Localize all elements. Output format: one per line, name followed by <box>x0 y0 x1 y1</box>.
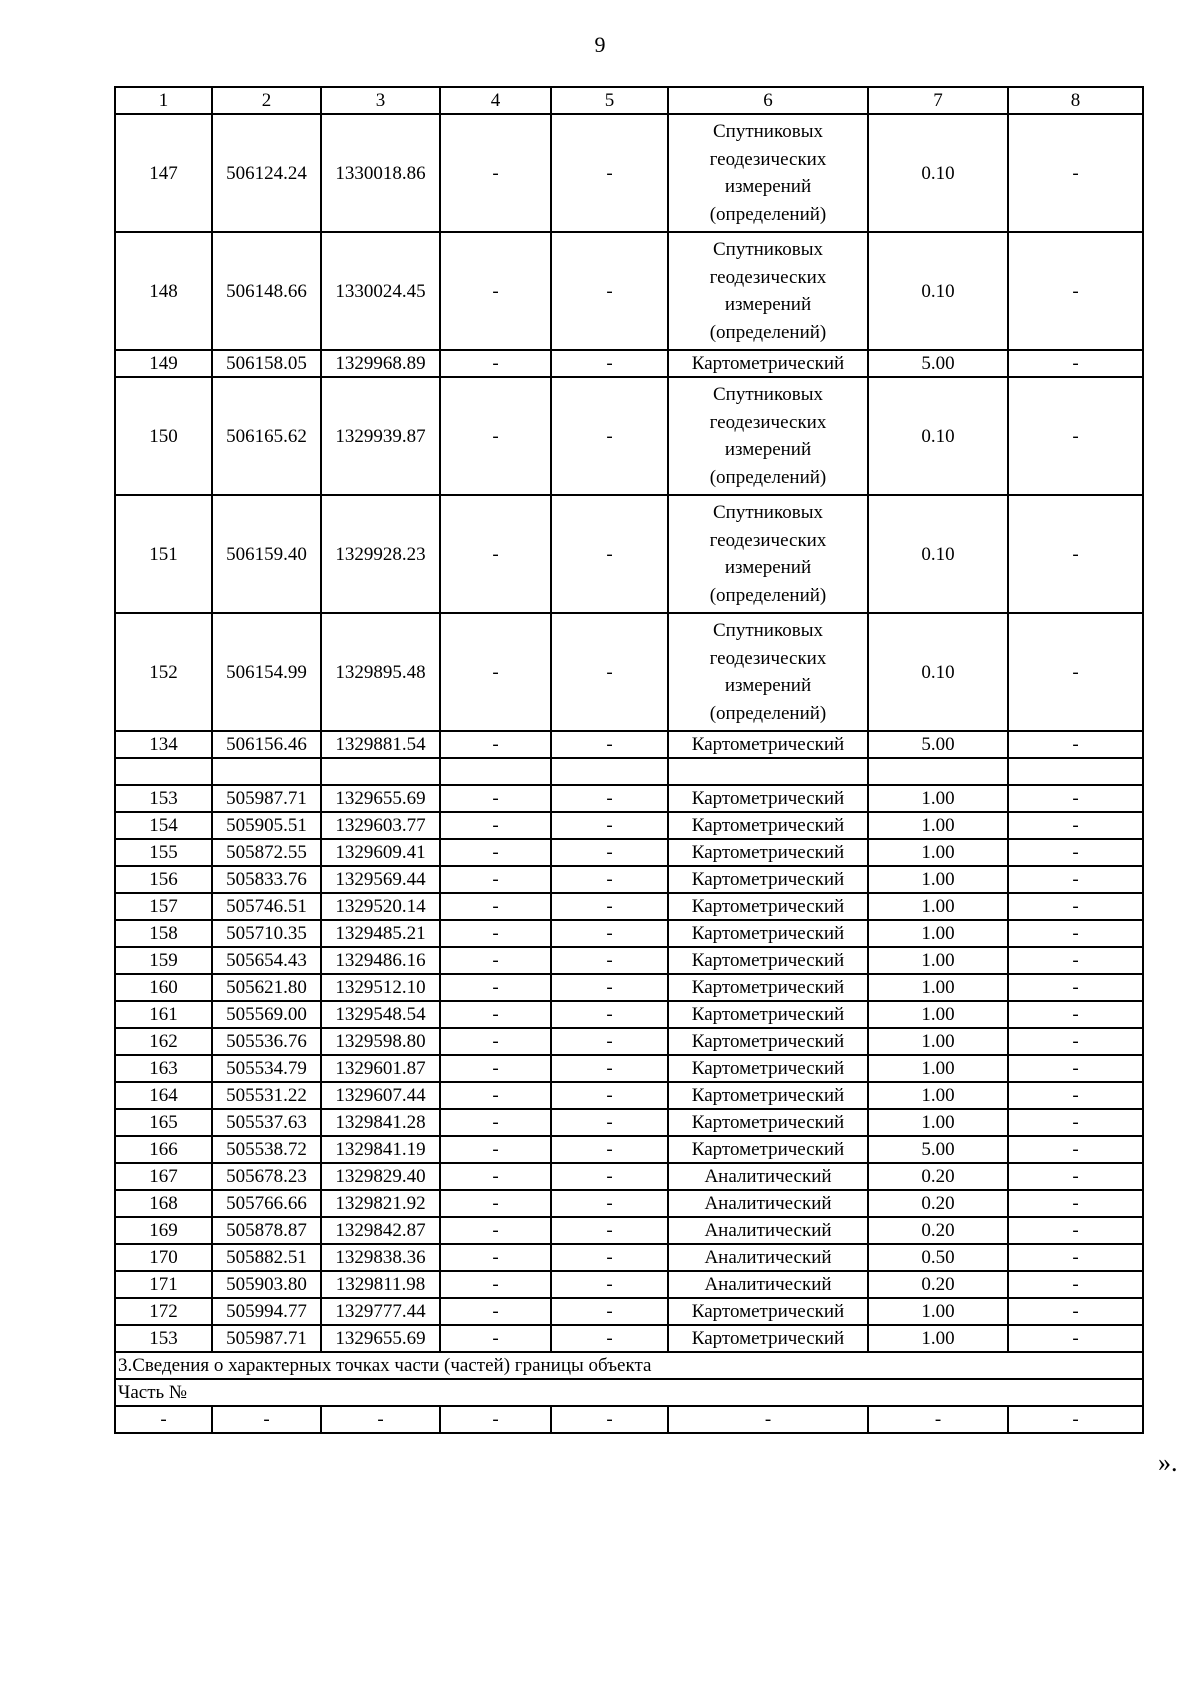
table-row <box>115 1163 1143 1190</box>
table-cell: Картометрический <box>668 920 868 947</box>
table-cell: - <box>1008 1163 1143 1190</box>
table-cell: 1.00 <box>868 1082 1008 1109</box>
table-cell: 1329841.19 <box>321 1136 440 1163</box>
table-cell: 505534.79 <box>212 1055 321 1082</box>
table-cell: 1330024.45 <box>321 232 440 350</box>
table-cell: 505882.51 <box>212 1244 321 1271</box>
table-cell <box>868 758 1008 785</box>
table-cell: 505621.80 <box>212 974 321 1001</box>
table-cell: - <box>551 866 668 893</box>
table-row <box>115 866 1143 893</box>
table-cell: 1329968.89 <box>321 350 440 377</box>
table-cell: 505654.43 <box>212 947 321 974</box>
table-cell: - <box>1008 114 1143 232</box>
table-cell: 1329607.44 <box>321 1082 440 1109</box>
table-cell: 1329838.36 <box>321 1244 440 1271</box>
table-cell: 5.00 <box>868 731 1008 758</box>
table-cell: Спутниковых геодезических измерений (определений) <box>668 232 868 350</box>
column-number-header: 8 <box>1008 87 1143 114</box>
table-cell: - <box>551 731 668 758</box>
column-number-header: 3 <box>321 87 440 114</box>
table-cell: 0.10 <box>868 232 1008 350</box>
table-row-dashes <box>115 1406 1143 1433</box>
table-cell: - <box>551 377 668 495</box>
table-row-empty <box>115 758 1143 785</box>
table-cell: 1.00 <box>868 947 1008 974</box>
table-cell: 153 <box>115 1325 212 1352</box>
table-cell: Картометрический <box>668 350 868 377</box>
part-label: Часть № <box>115 1379 1143 1406</box>
table-cell: 163 <box>115 1055 212 1082</box>
table-cell: - <box>551 1136 668 1163</box>
table-cell: 0.10 <box>868 114 1008 232</box>
table-cell <box>321 758 440 785</box>
table-cell: Спутниковых геодезических измерений (определений) <box>668 114 868 232</box>
table-cell: 171 <box>115 1271 212 1298</box>
table-cell: Аналитический <box>668 1244 868 1271</box>
table-cell: - <box>440 350 551 377</box>
table-cell: 506148.66 <box>212 232 321 350</box>
section-title: 3.Сведения о характерных точках части (частей) границы объекта <box>115 1352 1143 1379</box>
table-cell: 1329777.44 <box>321 1298 440 1325</box>
table-cell: - <box>551 1001 668 1028</box>
table-cell: 505987.71 <box>212 785 321 812</box>
table-cell: - <box>1008 866 1143 893</box>
table-cell: - <box>440 1406 551 1433</box>
column-number-header: 7 <box>868 87 1008 114</box>
table-cell: 1329928.23 <box>321 495 440 613</box>
table-cell: 148 <box>115 232 212 350</box>
table-row <box>115 893 1143 920</box>
table-cell: - <box>1008 613 1143 731</box>
table-cell: 166 <box>115 1136 212 1163</box>
table-cell: 1.00 <box>868 1109 1008 1136</box>
table-cell: 505872.55 <box>212 839 321 866</box>
table-cell: Спутниковых геодезических измерений (определений) <box>668 495 868 613</box>
table-cell: 147 <box>115 114 212 232</box>
table-cell: 505833.76 <box>212 866 321 893</box>
table-cell: - <box>551 1217 668 1244</box>
table-cell: 1329881.54 <box>321 731 440 758</box>
table-cell: 0.10 <box>868 377 1008 495</box>
table-cell: 505531.22 <box>212 1082 321 1109</box>
table-cell: - <box>440 613 551 731</box>
table-cell: - <box>551 1271 668 1298</box>
table-cell: - <box>440 1082 551 1109</box>
table-cell: Картометрический <box>668 812 868 839</box>
table-row <box>115 785 1143 812</box>
table-cell: Картометрический <box>668 1001 868 1028</box>
table-cell: 165 <box>115 1109 212 1136</box>
table-cell: - <box>551 350 668 377</box>
table-cell <box>115 758 212 785</box>
table-cell: 169 <box>115 1217 212 1244</box>
table-cell: - <box>1008 350 1143 377</box>
table-row <box>115 495 1143 613</box>
table-cell: 154 <box>115 812 212 839</box>
table-row <box>115 1271 1143 1298</box>
table-row <box>115 377 1143 495</box>
table-row <box>115 1325 1143 1352</box>
table-cell <box>1008 758 1143 785</box>
table-cell: - <box>440 1217 551 1244</box>
table-cell: 1329821.92 <box>321 1190 440 1217</box>
table-row <box>115 1028 1143 1055</box>
table-cell: 505536.76 <box>212 1028 321 1055</box>
table-cell: 505537.63 <box>212 1109 321 1136</box>
table-cell: 170 <box>115 1244 212 1271</box>
table-cell: 1329895.48 <box>321 613 440 731</box>
table-cell: 1329486.16 <box>321 947 440 974</box>
table-cell: - <box>440 114 551 232</box>
table-cell: 1329842.87 <box>321 1217 440 1244</box>
table-cell: 1329548.54 <box>321 1001 440 1028</box>
table-cell: - <box>551 1244 668 1271</box>
table-cell: - <box>1008 1325 1143 1352</box>
table-cell: - <box>551 1190 668 1217</box>
table-cell: Картометрический <box>668 1028 868 1055</box>
table-cell: - <box>551 1028 668 1055</box>
table-cell: 151 <box>115 495 212 613</box>
table-cell: 505678.23 <box>212 1163 321 1190</box>
table-cell: 505905.51 <box>212 812 321 839</box>
table-cell: 153 <box>115 785 212 812</box>
table-cell: - <box>115 1406 212 1433</box>
coordinates-table <box>114 86 1144 1434</box>
table-cell: 1329841.28 <box>321 1109 440 1136</box>
table-cell: - <box>551 785 668 812</box>
table-cell: Картометрический <box>668 1298 868 1325</box>
table-cell: 162 <box>115 1028 212 1055</box>
table-cell: 505987.71 <box>212 1325 321 1352</box>
table-cell: 1.00 <box>868 1325 1008 1352</box>
table-cell: - <box>440 495 551 613</box>
table-cell: - <box>1008 1217 1143 1244</box>
table-row <box>115 1217 1143 1244</box>
table-cell: - <box>551 920 668 947</box>
table-cell: 505903.80 <box>212 1271 321 1298</box>
table-cell: Картометрический <box>668 974 868 1001</box>
table-cell: 0.20 <box>868 1163 1008 1190</box>
table-cell: - <box>551 839 668 866</box>
table-row <box>115 1244 1143 1271</box>
table-cell <box>212 758 321 785</box>
table-row <box>115 1082 1143 1109</box>
table-cell: Аналитический <box>668 1217 868 1244</box>
table-cell: - <box>551 1298 668 1325</box>
table-row <box>115 114 1143 232</box>
table-cell: Картометрический <box>668 866 868 893</box>
table-cell <box>551 758 668 785</box>
table-cell: 1329569.44 <box>321 866 440 893</box>
table-cell: 150 <box>115 377 212 495</box>
table-cell: 1.00 <box>868 974 1008 1001</box>
table-cell: - <box>1008 232 1143 350</box>
table-cell: - <box>440 1190 551 1217</box>
table-cell: - <box>440 1325 551 1352</box>
table-row <box>115 1055 1143 1082</box>
table-cell: - <box>440 1136 551 1163</box>
table-cell: - <box>1008 1271 1143 1298</box>
table-cell: - <box>440 947 551 974</box>
table-cell: - <box>551 1082 668 1109</box>
table-cell: 505538.72 <box>212 1136 321 1163</box>
table-cell: 506159.40 <box>212 495 321 613</box>
table-cell: Спутниковых геодезических измерений (определений) <box>668 377 868 495</box>
table-cell: - <box>551 974 668 1001</box>
table-header-row <box>115 87 1143 114</box>
table-cell: 0.20 <box>868 1271 1008 1298</box>
table-cell: - <box>551 1109 668 1136</box>
table-cell: 1329829.40 <box>321 1163 440 1190</box>
table-cell: 506165.62 <box>212 377 321 495</box>
table-cell: - <box>1008 731 1143 758</box>
table-cell: - <box>551 1406 668 1433</box>
table-cell: Картометрический <box>668 785 868 812</box>
table-cell: 1.00 <box>868 1001 1008 1028</box>
table-row <box>115 1136 1143 1163</box>
table-cell: 164 <box>115 1082 212 1109</box>
table-row <box>115 1109 1143 1136</box>
table-cell: 155 <box>115 839 212 866</box>
table-cell: 506124.24 <box>212 114 321 232</box>
table-row <box>115 974 1143 1001</box>
table-cell: Аналитический <box>668 1163 868 1190</box>
table-cell <box>668 758 868 785</box>
table-cell: 1.00 <box>868 1055 1008 1082</box>
table-cell: - <box>1008 377 1143 495</box>
table-cell: 505994.77 <box>212 1298 321 1325</box>
table-cell: 1.00 <box>868 866 1008 893</box>
table-cell: 5.00 <box>868 350 1008 377</box>
table-cell: - <box>1008 839 1143 866</box>
table-cell: - <box>440 1298 551 1325</box>
table-cell: 506158.05 <box>212 350 321 377</box>
table-cell: - <box>1008 974 1143 1001</box>
table-row <box>115 350 1143 377</box>
table-cell: - <box>440 1163 551 1190</box>
table-cell: - <box>1008 495 1143 613</box>
table-cell: - <box>440 893 551 920</box>
table-cell: 1.00 <box>868 920 1008 947</box>
table-cell: - <box>551 114 668 232</box>
table-cell: Аналитический <box>668 1190 868 1217</box>
table-cell: 1329811.98 <box>321 1271 440 1298</box>
column-number-header: 1 <box>115 87 212 114</box>
table-cell: - <box>440 1244 551 1271</box>
table-cell: 159 <box>115 947 212 974</box>
table-cell: 1.00 <box>868 893 1008 920</box>
table-cell: - <box>551 613 668 731</box>
table-cell: - <box>1008 1190 1143 1217</box>
table-cell: - <box>440 839 551 866</box>
table-cell: Картометрический <box>668 893 868 920</box>
table-cell: - <box>321 1406 440 1433</box>
table-cell: 1.00 <box>868 1028 1008 1055</box>
table-cell: 1329603.77 <box>321 812 440 839</box>
table-cell: 505746.51 <box>212 893 321 920</box>
table-cell: 0.20 <box>868 1217 1008 1244</box>
section-title-row <box>115 1352 1143 1379</box>
column-number-header: 6 <box>668 87 868 114</box>
table-cell: Картометрический <box>668 839 868 866</box>
table-cell: 505766.66 <box>212 1190 321 1217</box>
table-cell: 505710.35 <box>212 920 321 947</box>
table-cell: - <box>440 731 551 758</box>
table-cell: - <box>1008 1244 1143 1271</box>
table-cell: - <box>1008 1298 1143 1325</box>
table-cell: - <box>440 1109 551 1136</box>
table-cell: - <box>440 974 551 1001</box>
table-cell: Картометрический <box>668 947 868 974</box>
table-cell: - <box>440 920 551 947</box>
table-cell: - <box>440 1271 551 1298</box>
table-cell: - <box>440 785 551 812</box>
table-cell: - <box>551 893 668 920</box>
table-cell: 506156.46 <box>212 731 321 758</box>
table-cell: - <box>1008 1055 1143 1082</box>
table-cell: - <box>440 232 551 350</box>
table-cell: 1329512.10 <box>321 974 440 1001</box>
table-cell: 0.50 <box>868 1244 1008 1271</box>
table-cell: - <box>551 1325 668 1352</box>
table-cell: 1329655.69 <box>321 1325 440 1352</box>
table-cell: 0.20 <box>868 1190 1008 1217</box>
table-cell <box>440 758 551 785</box>
table-row <box>115 1190 1143 1217</box>
table-cell: 1329598.80 <box>321 1028 440 1055</box>
table-cell: 505878.87 <box>212 1217 321 1244</box>
table-cell: - <box>1008 1082 1143 1109</box>
table-cell: - <box>440 1055 551 1082</box>
table-cell: 1329939.87 <box>321 377 440 495</box>
table-cell: - <box>551 1163 668 1190</box>
table-cell: - <box>551 495 668 613</box>
table-cell: - <box>1008 1028 1143 1055</box>
part-label-row <box>115 1379 1143 1406</box>
table-cell: 0.10 <box>868 613 1008 731</box>
table-cell: 149 <box>115 350 212 377</box>
table-cell: Картометрический <box>668 1109 868 1136</box>
table-cell: 1329485.21 <box>321 920 440 947</box>
table-cell: Картометрический <box>668 1325 868 1352</box>
table-cell: 506154.99 <box>212 613 321 731</box>
table-row <box>115 1001 1143 1028</box>
table-cell: - <box>1008 785 1143 812</box>
table-cell: 1.00 <box>868 785 1008 812</box>
table-cell: - <box>1008 812 1143 839</box>
table-cell: 167 <box>115 1163 212 1190</box>
table-cell: 5.00 <box>868 1136 1008 1163</box>
table-cell: - <box>868 1406 1008 1433</box>
table-cell: 1.00 <box>868 839 1008 866</box>
table-cell: - <box>440 812 551 839</box>
column-number-header: 5 <box>551 87 668 114</box>
table-cell: - <box>1008 893 1143 920</box>
table-cell: Картометрический <box>668 1082 868 1109</box>
table-cell: Картометрический <box>668 731 868 758</box>
table-row <box>115 920 1143 947</box>
table-cell: 156 <box>115 866 212 893</box>
table-cell: Картометрический <box>668 1055 868 1082</box>
table-cell: 161 <box>115 1001 212 1028</box>
table-cell: - <box>440 1028 551 1055</box>
table-cell: - <box>440 377 551 495</box>
table-row <box>115 613 1143 731</box>
column-number-header: 4 <box>440 87 551 114</box>
column-number-header: 2 <box>212 87 321 114</box>
table-row <box>115 812 1143 839</box>
table-cell: Картометрический <box>668 1136 868 1163</box>
table-cell: Аналитический <box>668 1271 868 1298</box>
table-cell: 152 <box>115 613 212 731</box>
table-cell: 1330018.86 <box>321 114 440 232</box>
closing-quote-mark: ». <box>1158 1448 1178 1477</box>
table-cell: 134 <box>115 731 212 758</box>
table-cell: - <box>1008 1406 1143 1433</box>
table-cell: - <box>1008 1109 1143 1136</box>
table-cell: 172 <box>115 1298 212 1325</box>
table-cell: - <box>551 947 668 974</box>
table-row <box>115 947 1143 974</box>
table-cell: 1329609.41 <box>321 839 440 866</box>
table-cell: - <box>212 1406 321 1433</box>
table-row <box>115 731 1143 758</box>
table-cell: 0.10 <box>868 495 1008 613</box>
table-cell: - <box>668 1406 868 1433</box>
table-cell: 505569.00 <box>212 1001 321 1028</box>
table-row <box>115 232 1143 350</box>
table-cell: - <box>440 1001 551 1028</box>
table-row <box>115 1298 1143 1325</box>
page-number: 9 <box>594 32 606 57</box>
table-cell: 1.00 <box>868 1298 1008 1325</box>
table-cell: - <box>1008 947 1143 974</box>
table-cell: 1329655.69 <box>321 785 440 812</box>
table-cell: 1329520.14 <box>321 893 440 920</box>
table-cell: - <box>551 232 668 350</box>
table-cell: 1329601.87 <box>321 1055 440 1082</box>
table-cell: 1.00 <box>868 812 1008 839</box>
table-cell: - <box>551 1055 668 1082</box>
table-cell: - <box>1008 920 1143 947</box>
table-cell: - <box>440 866 551 893</box>
table-cell: 158 <box>115 920 212 947</box>
table-cell: 160 <box>115 974 212 1001</box>
table-cell: Спутниковых геодезических измерений (определений) <box>668 613 868 731</box>
table-cell: - <box>551 812 668 839</box>
table-cell: 157 <box>115 893 212 920</box>
table-cell: 168 <box>115 1190 212 1217</box>
table-row <box>115 839 1143 866</box>
table-cell: - <box>1008 1001 1143 1028</box>
table-cell: - <box>1008 1136 1143 1163</box>
